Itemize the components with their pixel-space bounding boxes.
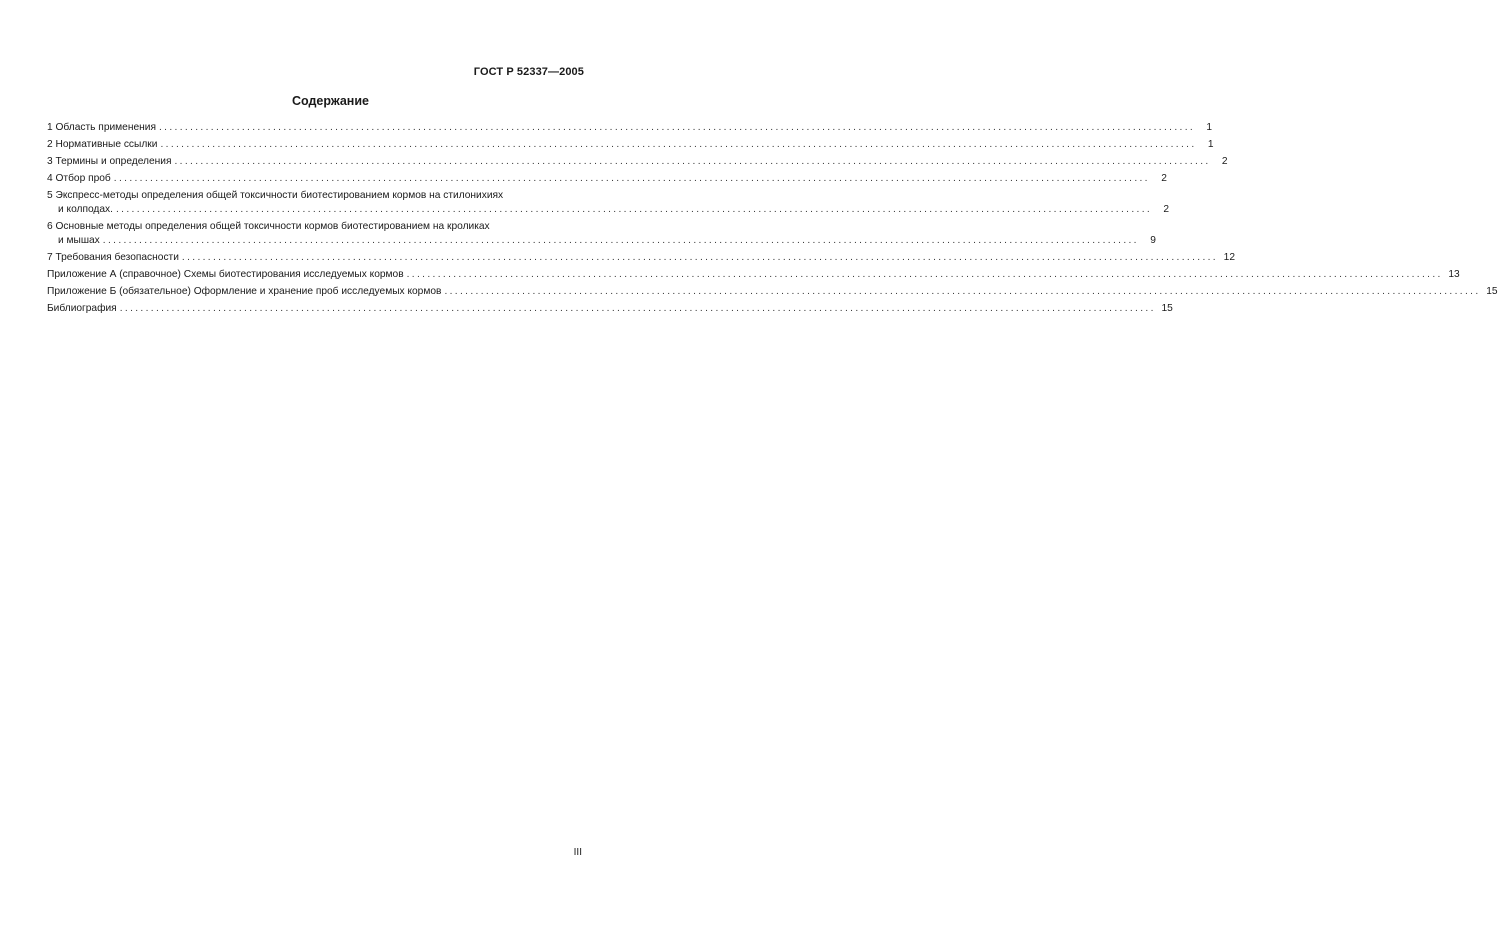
toc-entry[interactable] bbox=[47, 220, 1156, 248]
toc-entry-label: Приложение А (справочное) Схемы биотестирования исследуемых кормов bbox=[47, 269, 404, 280]
leader-dots: ........................................................................................................................................................................................................ bbox=[174, 156, 1211, 167]
leader-dots: ........................................................................................................................................................................................................ bbox=[119, 303, 1156, 314]
toc-entry-label: и мышах bbox=[58, 235, 100, 246]
toc-entry-page: 2 bbox=[1161, 173, 1167, 184]
table-of-contents bbox=[47, 121, 1498, 319]
leader-dots: ........................................................................................................................................................................................................ bbox=[115, 204, 1153, 215]
toc-entry-label: 7 Требования безопасности bbox=[47, 252, 179, 263]
leader-dots: ........................................................................................................................................................................................................ bbox=[113, 173, 1150, 184]
toc-entry[interactable] bbox=[47, 251, 1235, 265]
toc-entry[interactable] bbox=[47, 189, 1170, 217]
toc-entry-label: Библиография bbox=[47, 303, 117, 314]
document-code: ГОСТ Р 52337—2005 bbox=[473, 66, 584, 78]
toc-entry-page: 13 bbox=[1448, 269, 1460, 280]
toc-entry[interactable] bbox=[47, 121, 1213, 135]
leader-dots: ........................................................................................................................................................................................................ bbox=[102, 235, 1139, 246]
toc-entry-label: 2 Нормативные ссылки bbox=[47, 139, 158, 150]
toc-entry-page: 15 bbox=[1486, 286, 1498, 297]
toc-title: Содержание bbox=[291, 94, 369, 108]
toc-entry-page: 15 bbox=[1161, 303, 1173, 314]
toc-entry-page: 2 bbox=[1221, 156, 1228, 167]
toc-entry-page: 1 bbox=[1206, 122, 1213, 133]
toc-entry[interactable] bbox=[47, 302, 1173, 316]
leader-dots: ........................................................................................................................................................................................................ bbox=[160, 139, 1197, 150]
toc-entry-label-line: 5 Экспресс-методы определения общей токсичности биотестированием кормов на стилонихиях bbox=[47, 190, 504, 201]
leader-dots: ........................................................................................................................................................................................................ bbox=[158, 122, 1196, 133]
toc-entry-label: Приложение Б (обязательное) Оформление и хранение проб исследуемых кормов bbox=[47, 286, 442, 297]
toc-entry-page: 1 bbox=[1207, 139, 1214, 150]
toc-entry[interactable] bbox=[47, 155, 1228, 169]
leader-dots: ........................................................................................................................................................................................................ bbox=[181, 252, 1218, 263]
toc-entry[interactable] bbox=[47, 285, 1498, 299]
toc-entry-label: и колподах. bbox=[58, 204, 113, 215]
toc-entry-page: 9 bbox=[1150, 235, 1156, 246]
toc-entry[interactable] bbox=[47, 172, 1167, 186]
toc-entry-label: 3 Термины и определения bbox=[47, 156, 172, 167]
leader-dots: ........................................................................................................................................................................................................ bbox=[444, 286, 1481, 297]
toc-entry-label: 1 Область применения bbox=[47, 122, 156, 133]
toc-entry-label: 4 Отбор проб bbox=[47, 173, 111, 184]
toc-entry[interactable] bbox=[47, 138, 1214, 152]
toc-entry-page: 2 bbox=[1163, 204, 1170, 215]
leader-dots: ........................................................................................................................................................................................................ bbox=[406, 269, 1443, 280]
page-number: III bbox=[573, 847, 582, 858]
toc-entry-label-line: 6 Основные методы определения общей токсичности кормов биотестированием на кроликах bbox=[47, 221, 490, 232]
toc-entry[interactable] bbox=[47, 268, 1460, 282]
toc-entry-page: 12 bbox=[1223, 252, 1235, 263]
